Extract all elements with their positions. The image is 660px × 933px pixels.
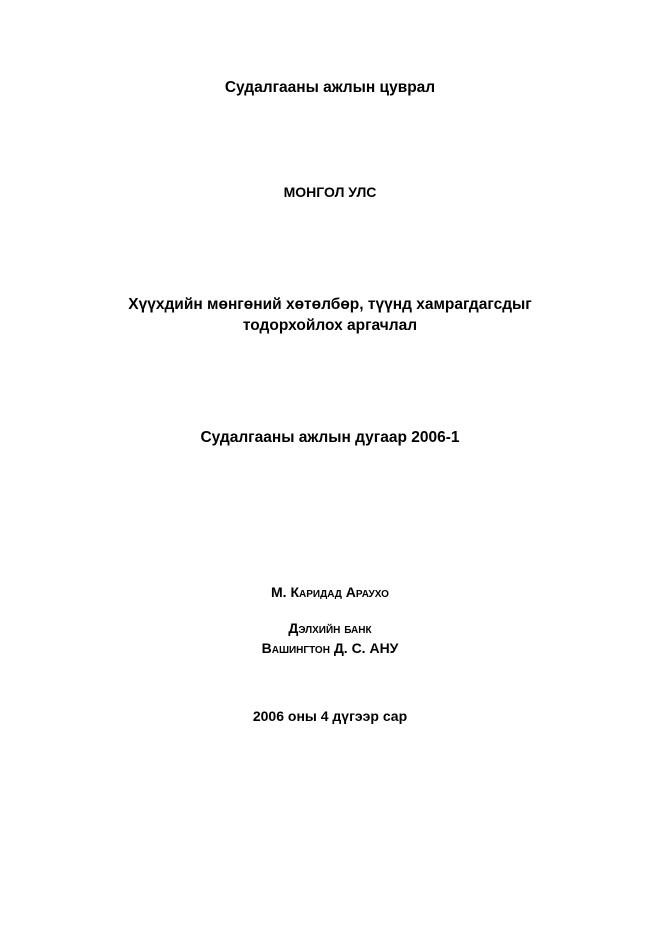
organization-name: Дэлхийн банк (288, 620, 372, 636)
paper-title-line-1: Хүүхдийн мөнгөний хөтөлбөр, түүнд хамрагдагсдыг (128, 296, 532, 313)
paper-title-line-2: тодорхойлох аргачлал (242, 317, 418, 334)
paper-number: Судалгааны ажлын дугаар 2006-1 (200, 429, 460, 446)
publication-date: 2006 оны 4 дүгээр сар (252, 708, 408, 724)
country-name: МОНГОЛ УЛС (283, 184, 377, 200)
author-name: М. Каридад Араухо (271, 584, 389, 600)
location: Вашингтон Д. С. АНУ (261, 640, 399, 656)
series-title: Судалгааны ажлын цуврал (224, 79, 436, 96)
